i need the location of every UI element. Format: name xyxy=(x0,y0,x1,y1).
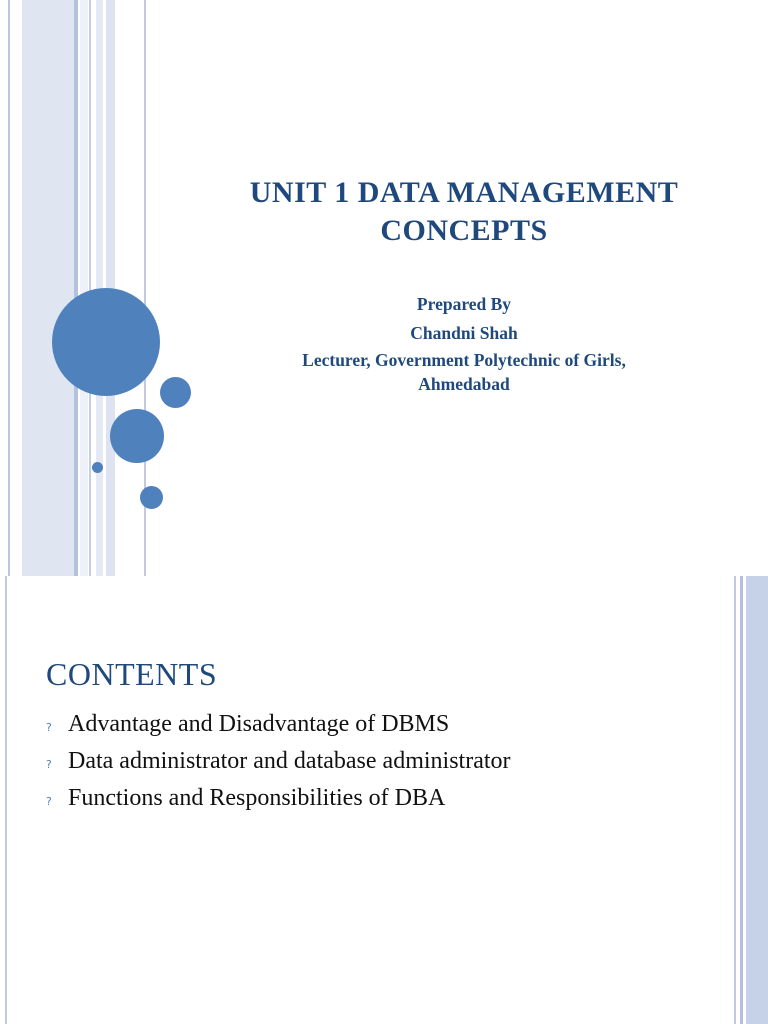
decorative-stripe xyxy=(8,0,10,576)
decorative-stripe xyxy=(89,0,91,576)
list-item xyxy=(46,711,511,748)
list-item xyxy=(46,785,511,822)
author-name: Chandni Shah xyxy=(410,323,518,343)
contents-heading: CONTENTS xyxy=(46,656,218,692)
bullet-icon: ? xyxy=(46,795,52,808)
decorative-stripe xyxy=(22,0,74,576)
list-item-text: Data administrator and database administrator xyxy=(68,748,511,774)
decorative-stripe xyxy=(5,576,7,1024)
decorative-circle-large xyxy=(52,288,160,396)
decorative-circle-medium xyxy=(110,409,164,463)
slide-title xyxy=(200,174,728,250)
decorative-stripe xyxy=(734,576,736,1024)
decorative-stripe xyxy=(746,576,768,1024)
decorative-stripe xyxy=(80,0,88,576)
bullet-icon: ? xyxy=(46,758,52,771)
list-item-text: Advantage and Disadvantage of DBMS xyxy=(68,711,450,737)
contents-list xyxy=(46,711,511,822)
author-location: Ahmedabad xyxy=(418,374,510,394)
slide-title-line: CONCEPTS xyxy=(380,214,548,247)
slide-title-line: UNIT 1 DATA MANAGEMENT xyxy=(249,176,679,209)
author-position: Lecturer, Government Polytechnic of Girls, xyxy=(302,350,626,370)
decorative-circle-small xyxy=(140,486,163,509)
decorative-circle-small xyxy=(160,377,191,408)
list-item-text: Functions and Responsibilities of DBA xyxy=(68,785,446,811)
slide-subtitle xyxy=(200,290,728,396)
prepared-by-label: Prepared By xyxy=(416,294,512,314)
bullet-icon: ? xyxy=(46,721,52,734)
decorative-stripe xyxy=(740,576,743,1024)
list-item xyxy=(46,748,511,785)
decorative-stripe xyxy=(74,0,78,576)
decorative-circle-tiny xyxy=(92,462,103,473)
